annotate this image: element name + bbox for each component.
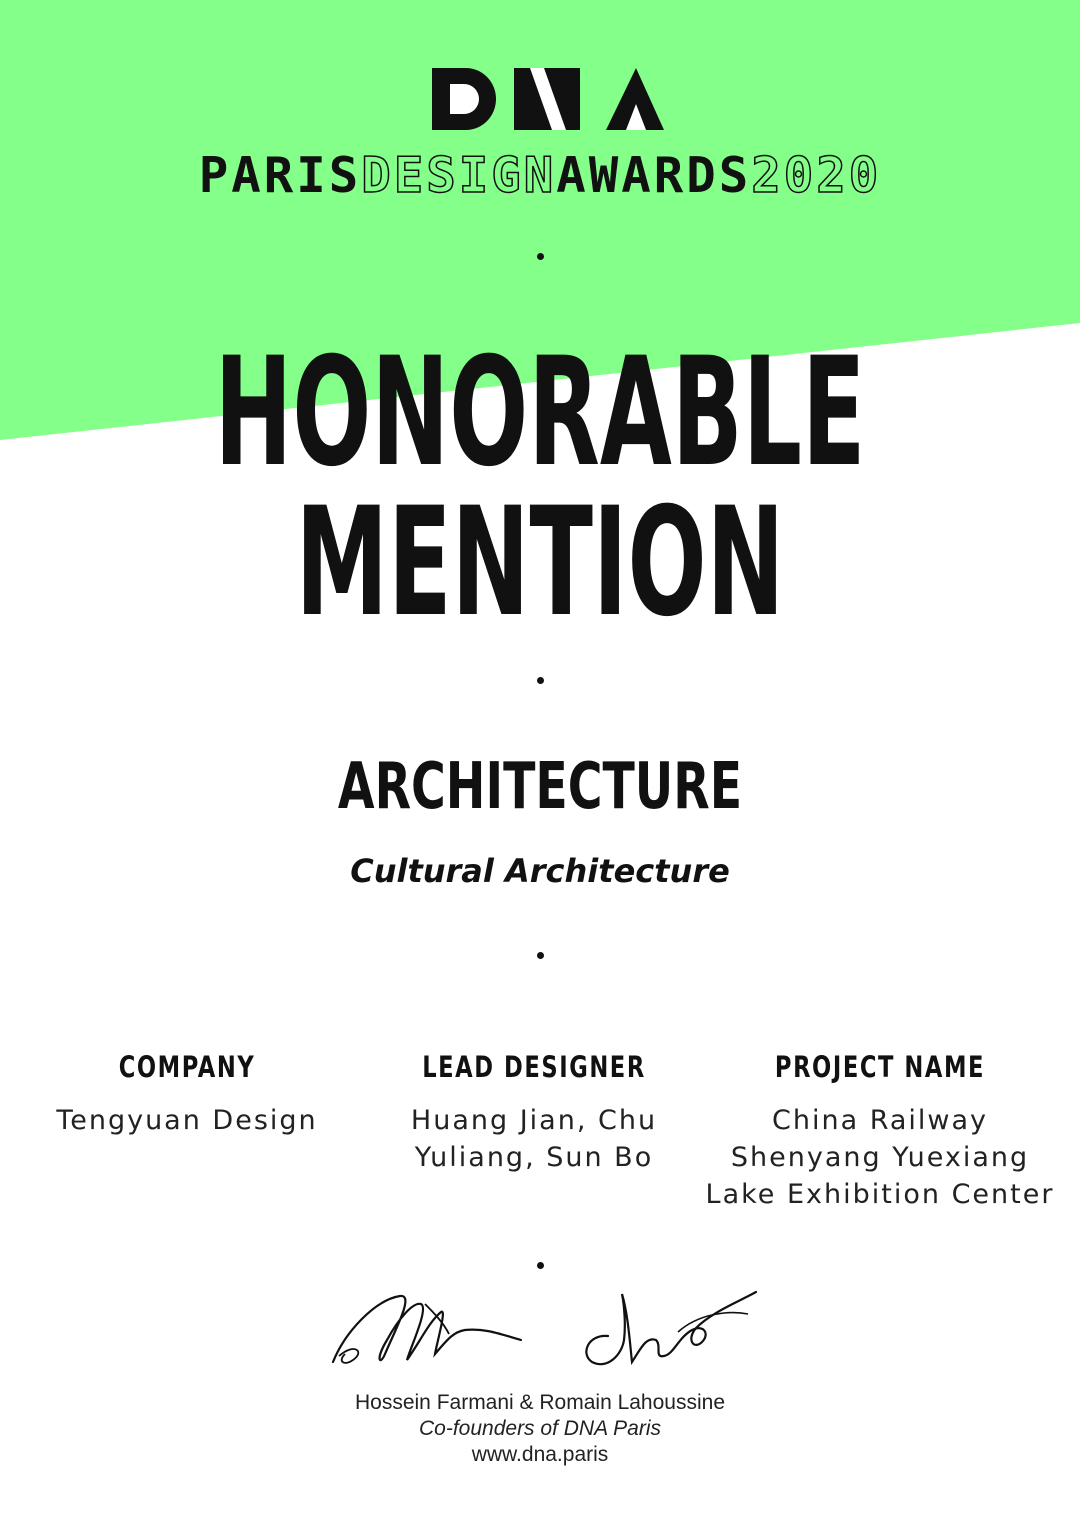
dna-logo (430, 66, 666, 132)
lead-designer-value-line1: Huang Jian, Chu (410, 1105, 658, 1136)
separator-dot (537, 253, 544, 260)
subcategory-name: Cultural Architecture (350, 852, 730, 890)
event-title-design: DESIGN (361, 147, 557, 204)
separator-dot (537, 952, 544, 959)
award-title (205, 326, 875, 650)
separator-dot (537, 1262, 544, 1269)
project-name-value-line1: China Railway (771, 1105, 989, 1136)
founders-block (0, 1390, 1080, 1468)
project-name-column (700, 1048, 1060, 1213)
event-title-awards: AWARDS (556, 147, 752, 204)
project-name-value-line3: Lake Exhibition Center (705, 1179, 1055, 1210)
category-name: ARCHITECTURE (337, 750, 743, 824)
signature-romain-lahoussine (578, 1284, 760, 1370)
website-link[interactable]: www.dna.paris (471, 1443, 609, 1466)
lead-designer-label: LEAD DESIGNER (422, 1050, 646, 1084)
company-label: COMPANY (118, 1050, 256, 1084)
signature-hossein-farmani (325, 1282, 530, 1372)
event-title-year: 2020 (751, 147, 882, 204)
founders-role: Co-founders of DNA Paris (419, 1417, 661, 1440)
lead-designer-column (354, 1048, 714, 1176)
project-name-label: PROJECT NAME (774, 1050, 986, 1084)
founders-names: Hossein Farmani & Romain Lahoussine (354, 1391, 725, 1414)
event-title (0, 146, 1080, 206)
event-title-paris: PARIS (198, 147, 362, 204)
lead-designer-value-line2: Yuliang, Sun Bo (414, 1142, 654, 1173)
company-column (7, 1048, 367, 1139)
separator-dot (537, 677, 544, 684)
project-name-value (700, 1102, 1060, 1213)
award-title-line2: MENTION (295, 476, 785, 650)
lead-designer-value (354, 1102, 714, 1176)
company-value: Tengyuan Design (56, 1105, 318, 1136)
award-title-line1: HONORABLE (214, 326, 866, 500)
project-name-value-line2: Shenyang Yuexiang (730, 1142, 1030, 1173)
